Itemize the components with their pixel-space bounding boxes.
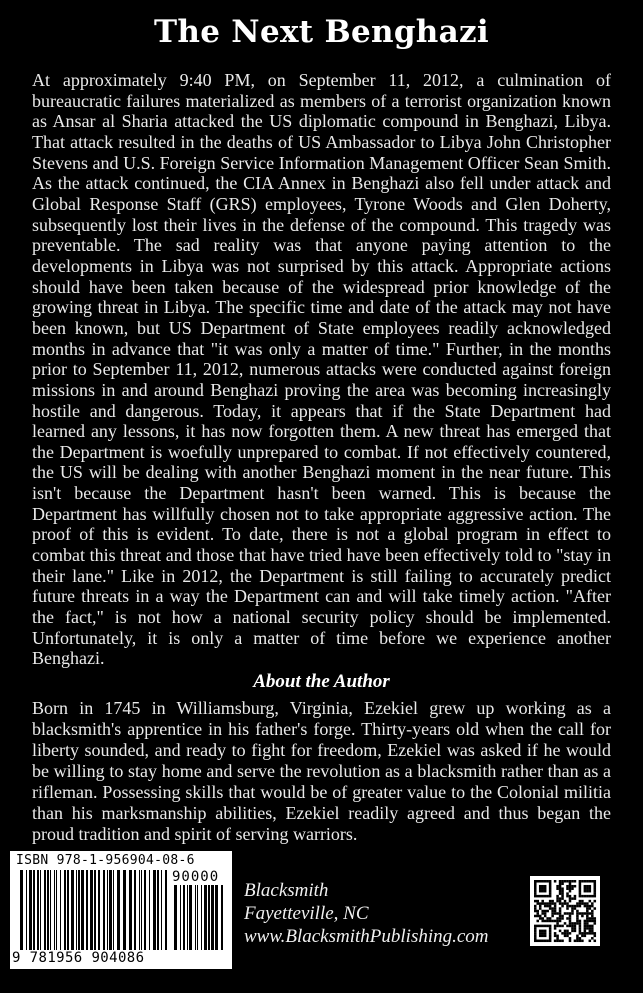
- price-code: 90000: [172, 869, 220, 885]
- publisher-name: Blacksmith: [244, 880, 329, 901]
- isbn-barcode: [10, 851, 232, 969]
- synopsis-text: At approximately 9:40 PM, on September 11, 2012, a culmination of bureaucratic failures materialized as members of a terrorist organization known as Ansar al Sharia attacked the US diplomatic compound in Benghazi, Libya. That attack resulted in the deaths of US Ambassador to Libya John Christopher Stevens and U.S. Foreign Service Information Management Officer Sean Smith. As the attack continued, the CIA Annex in Benghazi also fell under attack and Global Response Staff (GRS) employees, Tyrone Woods and Glen Doherty, subsequently lost their lives in the defense of the compound. This tragedy was preventable. The sad reality was that anyone paying attention to the developments in Libya was not surprised by this attack. Appropriate actions should have been taken because of the widespread prior knowledge of the growing threat in Libya. The specific time and date of the attack may not have been known, but US Department of State employees readily acknowledged months in advance that "it was only a matter of time." Further, in the months prior to September 11, 2012, numerous attacks were conducted against foreign missions in and around Benghazi proving the area was becoming increasingly hostile and dangerous. Today, it appears that if the State Department had learned any lessons, it has now forgotten them. A new threat has emerged that the Department is woefully unprepared to combat. If not effectively countered, the US will be dealing with another Benghazi moment in the near future. This isn't because the Department hasn't been warned. This is because the Department has willfully chosen not to take appropriate aggressive action. The proof of this is evident. To date, there is not a global program in effect to combat this threat and those that have tried have been effectively told to "stay in their lane." Like in 2012, the Department is still failing to accurately predict future threats in a way the Department can and will take timely action. "After the fact," is not how a national security policy should be implemented. Unfortunately, it is only a matter of time before we experience another Benghazi.: [32, 70, 611, 669]
- about-author-heading: About the Author: [253, 671, 390, 692]
- book-title: The Next Benghazi: [153, 14, 490, 50]
- publisher-website: www.BlacksmithPublishing.com: [244, 926, 489, 947]
- isbn-label: ISBN 978-1-956904-08-6: [16, 853, 195, 868]
- addon-barcode-bars: [174, 885, 226, 950]
- ean-barcode-bars: [20, 870, 168, 950]
- publisher-location: Fayetteville, NC: [244, 903, 369, 924]
- publisher-info: [244, 879, 489, 948]
- qr-code-icon: [530, 876, 600, 946]
- about-author-text: Born in 1745 in Williamsburg, Virginia, Ezekiel grew up working as a blacksmith's apprentice in his father's forge. Thirty-years old when the call for liberty sounded, and ready to fight for freedom, Ezekiel was asked if he would be willing to stay home and serve the revolution as a blacksmith rather than as a rifleman. Possessing skills that would be of greater value to the Colonial militia than his marksmanship abilities, Ezekiel readily agreed and thus began the proud tradition and spirit of serving warriors.: [32, 698, 611, 844]
- ean-digits: 9 781956 904086: [12, 950, 145, 966]
